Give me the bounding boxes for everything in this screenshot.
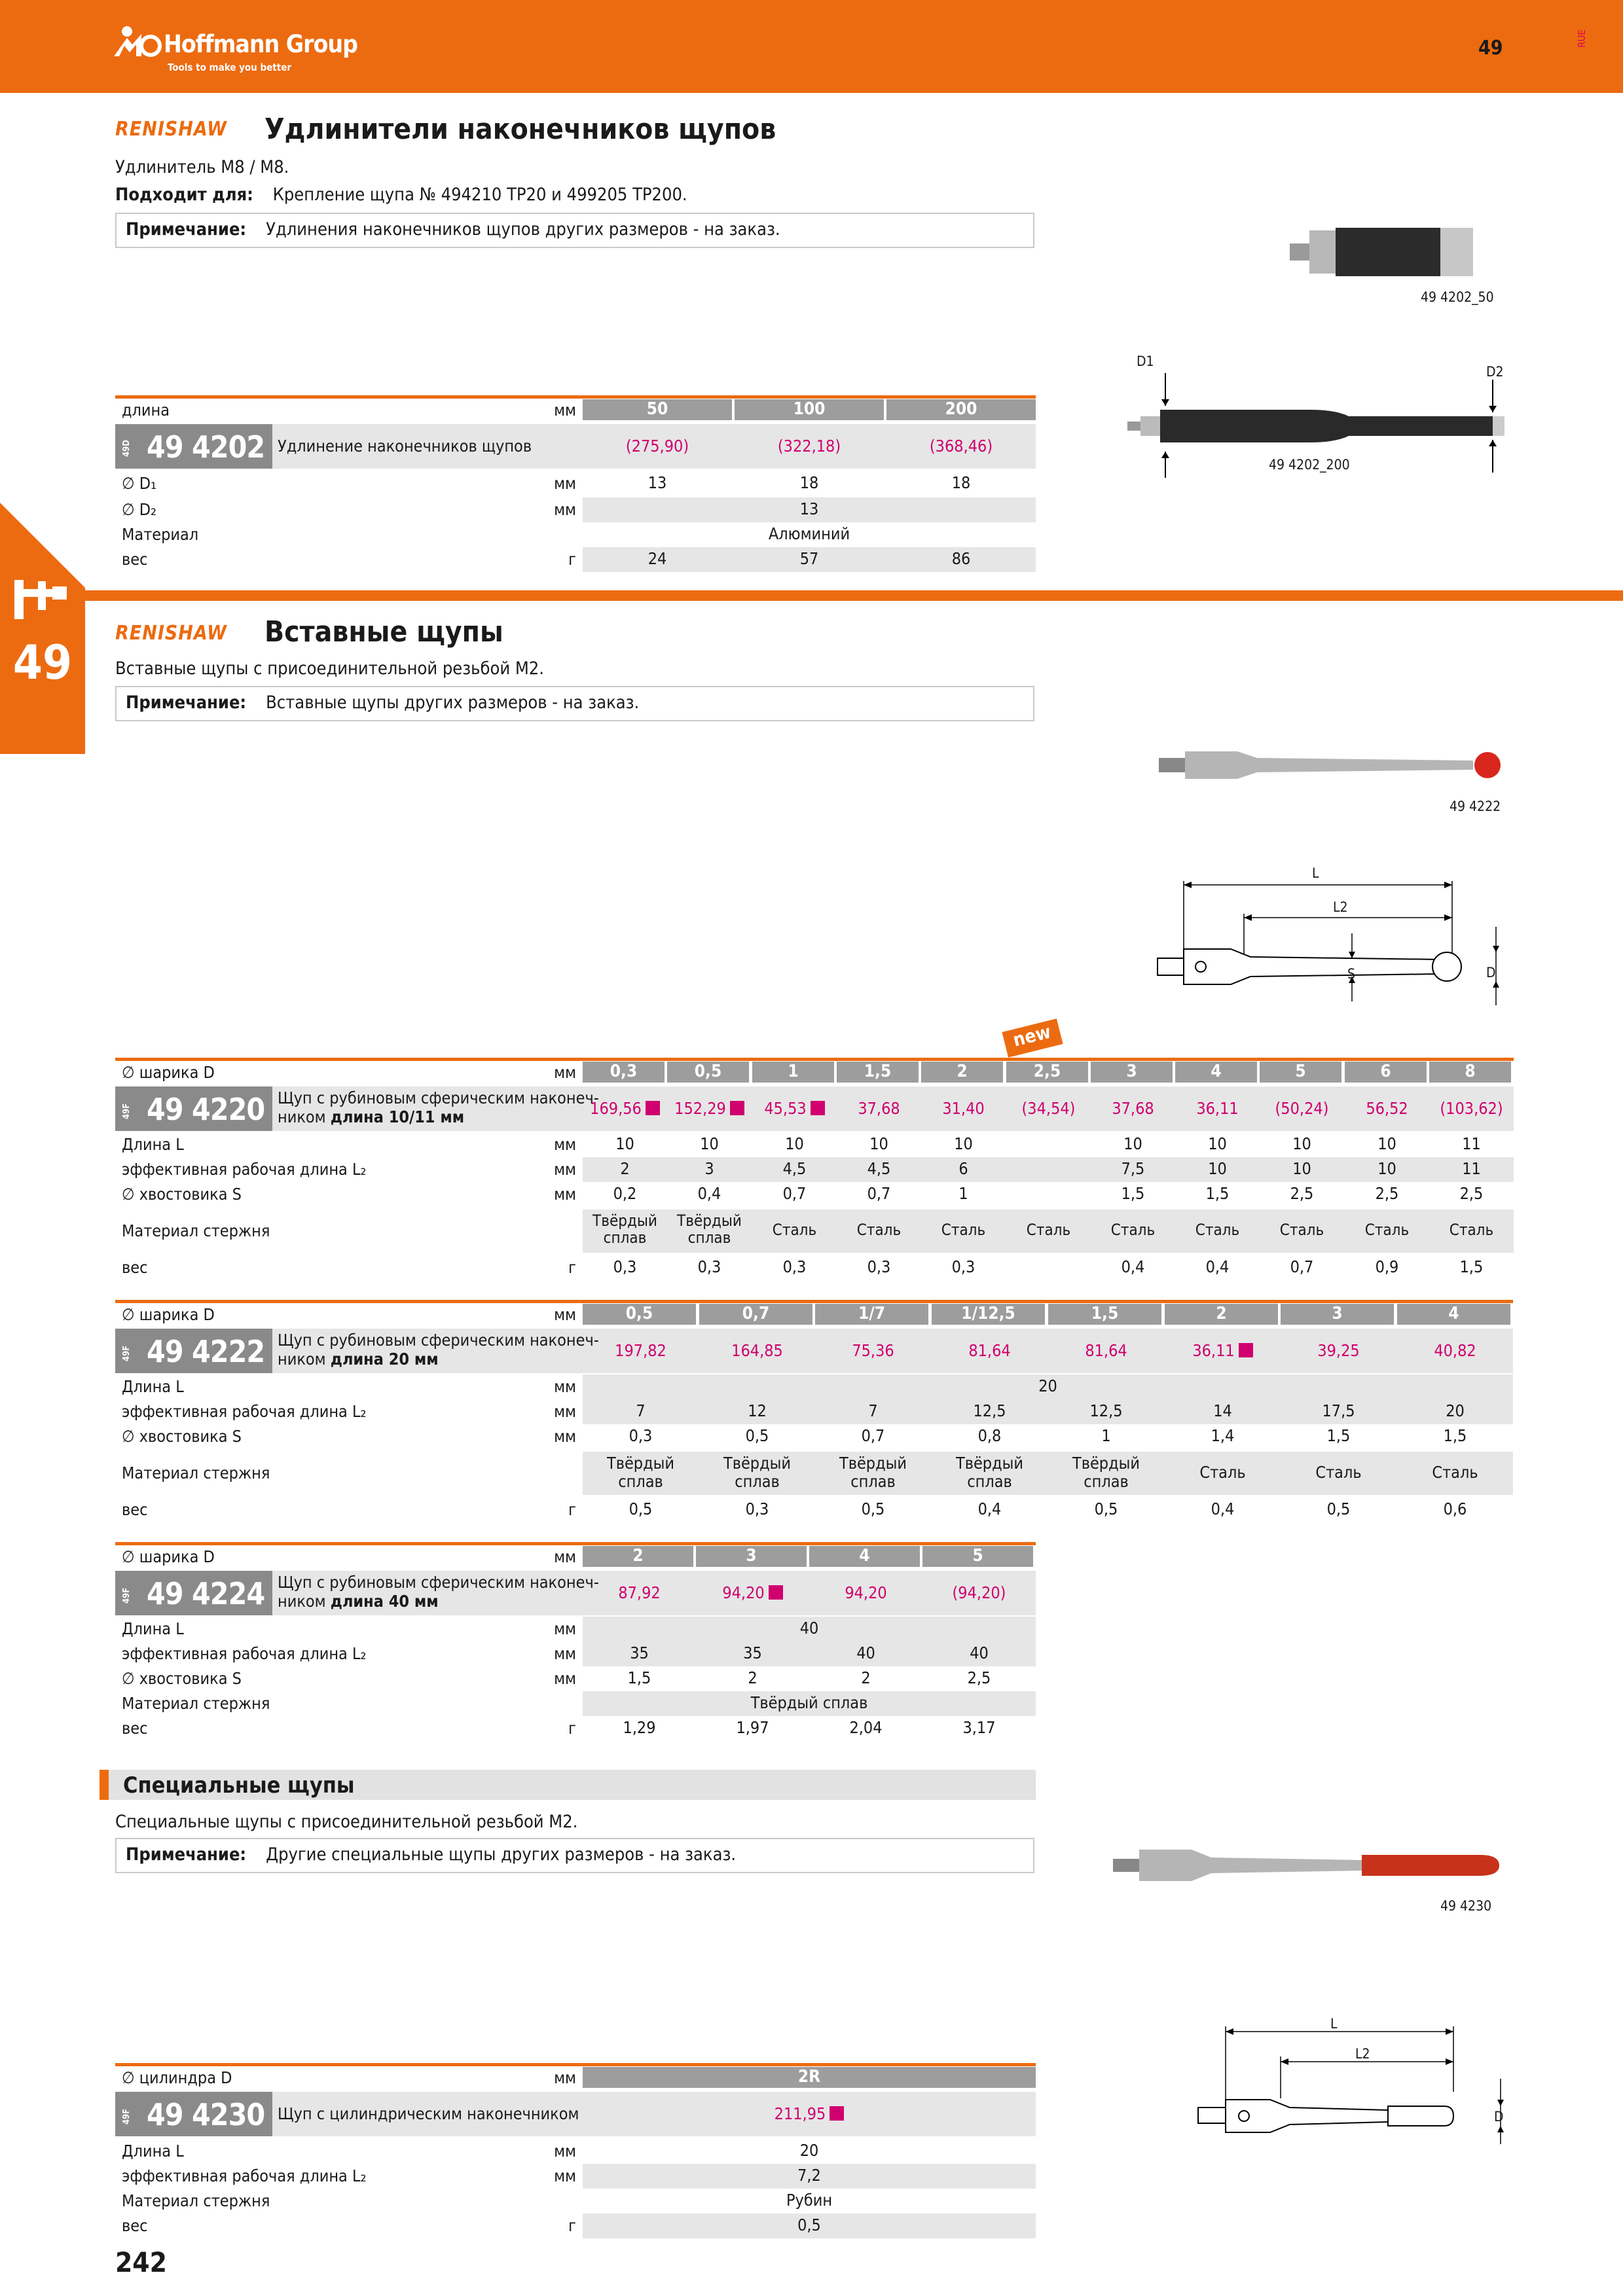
row-label: Материал стержня xyxy=(122,1463,270,1482)
cell: 0,7 xyxy=(782,1184,807,1203)
cell: 0,4 xyxy=(1205,1257,1230,1276)
cell: 14 xyxy=(1213,1401,1232,1420)
cell: 1,29 xyxy=(623,1718,656,1737)
cell: 0,5 xyxy=(629,1499,653,1518)
cell: Твёрдый сплав xyxy=(955,1454,1024,1491)
hoffmann-logo-icon xyxy=(113,25,162,58)
image-caption: 49 4222 xyxy=(1450,798,1501,814)
cell: 2 xyxy=(748,1668,757,1687)
row-unit: мм xyxy=(554,1402,576,1421)
cell: Твёрдый сплав xyxy=(723,1454,792,1491)
cell: 2,04 xyxy=(849,1718,883,1737)
chapter-number: 49 xyxy=(12,635,73,690)
page-number: 242 xyxy=(115,2246,167,2278)
cell: 20 xyxy=(799,2141,819,2160)
price: (322,18) xyxy=(777,437,841,456)
price: 39,25 xyxy=(1317,1341,1360,1360)
cell: 1,4 xyxy=(1211,1426,1235,1445)
table-top-rule xyxy=(115,2063,1036,2066)
row-unit: мм xyxy=(554,1669,576,1688)
article-number: 49 4222 xyxy=(147,1334,265,1369)
cell: 0,6 xyxy=(1443,1499,1467,1518)
cell: 1 xyxy=(1101,1426,1111,1445)
row-label: вес xyxy=(122,550,148,569)
col-header: 3 xyxy=(1281,1304,1394,1325)
table-top-rule xyxy=(115,395,1036,399)
cell: Сталь xyxy=(1110,1221,1156,1239)
cell: Алюминий xyxy=(768,524,850,543)
row-unit: мм xyxy=(554,1135,576,1154)
row-label: ∅ шарика D xyxy=(122,1547,215,1566)
price: 31,40 xyxy=(942,1099,985,1118)
cell: 0,4 xyxy=(697,1184,721,1203)
cell: 10 xyxy=(1123,1134,1142,1153)
col-header: 1,5 xyxy=(837,1062,919,1083)
dimension-d2: D2 xyxy=(1486,364,1504,380)
cell: 2,5 xyxy=(1459,1184,1484,1203)
cell: Твёрдый сплав xyxy=(839,1454,907,1491)
row-label: ∅ хвостовика S xyxy=(122,1185,242,1204)
cell: 0,4 xyxy=(977,1499,1002,1518)
cell: 57 xyxy=(799,549,819,568)
row-unit: г xyxy=(568,1258,576,1277)
col-header: 1/7 xyxy=(815,1304,928,1325)
dimension-d: D xyxy=(1494,2109,1504,2125)
price: (103,62) xyxy=(1440,1099,1503,1118)
hoffmann-logo xyxy=(113,25,388,77)
cell: Сталь xyxy=(1315,1463,1362,1482)
section-subtitle: Вставные щупы с присоединительной резьбой M2. xyxy=(115,658,544,679)
col-header: 3 xyxy=(696,1546,807,1567)
note-box xyxy=(115,1838,1034,1873)
row-label: ∅ цилиндра D xyxy=(122,2068,232,2087)
section-title: Вставные щупы xyxy=(264,615,503,649)
cell: 13 xyxy=(647,473,667,492)
price: (50,24) xyxy=(1275,1099,1329,1118)
dimension-d1: D1 xyxy=(1137,353,1154,369)
row-label: эффективная рабочая длина L₂ xyxy=(122,1644,367,1663)
cell: 7 xyxy=(636,1401,646,1420)
product-name-line: ником xyxy=(278,1107,331,1126)
product-name-line: ником xyxy=(278,1349,331,1369)
cell: 13 xyxy=(799,499,819,518)
cell: Рубин xyxy=(786,2191,833,2210)
cell: 0,5 xyxy=(1094,1499,1118,1518)
price: 87,92 xyxy=(618,1583,661,1602)
cell: 1,97 xyxy=(736,1718,769,1737)
cell: Твёрдый сплав xyxy=(1072,1454,1140,1491)
row-label: ∅ хвостовика S xyxy=(122,1427,242,1446)
col-header: 8 xyxy=(1429,1062,1511,1083)
col-header: 6 xyxy=(1345,1062,1427,1083)
cell: 0,3 xyxy=(697,1257,721,1276)
cell: 0,5 xyxy=(745,1426,769,1445)
brand-tagline: Tools to make you better xyxy=(168,62,292,73)
col-header: 1 xyxy=(752,1062,834,1083)
row-unit: мм xyxy=(554,1619,576,1638)
cell: 3,17 xyxy=(962,1718,996,1737)
cell: 10 xyxy=(615,1134,634,1153)
image-caption: 49 4202_50 xyxy=(1421,289,1494,305)
note-box xyxy=(115,686,1034,721)
dimension-d: D xyxy=(1486,965,1496,980)
cell: 0,3 xyxy=(782,1257,807,1276)
product-length: длина 40 мм xyxy=(330,1591,439,1611)
cell: 10 xyxy=(1208,1134,1227,1153)
cell: 0,9 xyxy=(1375,1257,1399,1276)
row-label: ∅ шарика D xyxy=(122,1063,215,1082)
cell: 0,4 xyxy=(1211,1499,1235,1518)
product-name: Щуп с цилиндрическим наконечником xyxy=(278,2104,579,2123)
product-length: длина 20 мм xyxy=(330,1349,439,1369)
row-unit: мм xyxy=(554,1547,576,1566)
cell: 1 xyxy=(958,1184,968,1203)
price: 211,95 xyxy=(583,2105,1036,2123)
cell: 10 xyxy=(1292,1159,1311,1178)
article-code: 49F xyxy=(122,2108,132,2125)
article-code: 49F xyxy=(122,1345,132,1361)
cell: Сталь xyxy=(941,1221,986,1239)
cell: 0,7 xyxy=(1290,1257,1314,1276)
cell: 24 xyxy=(647,549,667,568)
col-header: 1,5 xyxy=(1048,1304,1161,1325)
cell: 0,2 xyxy=(613,1184,637,1203)
row-label: эффективная рабочая длина L₂ xyxy=(122,2166,367,2185)
row-label: эффективная рабочая длина L₂ xyxy=(122,1402,367,1421)
cell: 10 xyxy=(700,1134,719,1153)
cell: 0,3 xyxy=(745,1499,769,1518)
row-unit: г xyxy=(568,2216,576,2235)
price: 75,36 xyxy=(852,1341,894,1360)
cell: 0,5 xyxy=(1326,1499,1351,1518)
cell: 3 xyxy=(704,1159,714,1178)
row-unit: г xyxy=(568,1500,576,1519)
article-badge xyxy=(115,1086,272,1131)
row-unit: мм xyxy=(554,500,576,519)
chapter-side-tab xyxy=(0,503,85,754)
language-code: RUE xyxy=(1575,29,1588,48)
col-header: 50 xyxy=(583,399,732,420)
section-subtitle: Специальные щупы с присоединительной резьбой M2. xyxy=(115,1812,578,1832)
row-label: эффективная рабочая длина L₂ xyxy=(122,1160,367,1179)
note-text: Вставные щупы других размеров - на заказ. xyxy=(266,692,640,713)
cell: 1,5 xyxy=(1459,1257,1484,1276)
article-number: 49 4224 xyxy=(147,1576,265,1611)
row-label: вес xyxy=(122,1500,148,1519)
cell: 2 xyxy=(620,1159,630,1178)
cell: 10 xyxy=(1377,1134,1396,1153)
cell: 0,8 xyxy=(977,1426,1002,1445)
row-label: вес xyxy=(122,1258,148,1277)
dimension-l2: L2 xyxy=(1333,899,1348,915)
product-name-line: Щуп с рубиновым сферическим наконеч- xyxy=(278,1573,599,1592)
cell: 7 xyxy=(868,1401,878,1420)
article-number: 49 4230 xyxy=(147,2097,265,2132)
col-header: 0,7 xyxy=(699,1304,812,1325)
cell: 1,5 xyxy=(1205,1184,1230,1203)
cell: 2,5 xyxy=(1375,1184,1399,1203)
cell: 10 xyxy=(869,1134,888,1153)
cell: 10 xyxy=(1292,1134,1311,1153)
cell: 0,5 xyxy=(861,1499,885,1518)
cylinder-stylus-drawing xyxy=(1178,2020,1519,2144)
price: 164,85 xyxy=(731,1341,783,1360)
article-number: 49 4202 xyxy=(147,429,265,465)
col-header: 100 xyxy=(735,399,884,420)
price: 94,20 xyxy=(696,1584,809,1602)
cell: 1,5 xyxy=(1443,1426,1467,1445)
row-label: Длина L xyxy=(122,2142,184,2161)
row-label: Длина L xyxy=(122,1135,184,1154)
cell: 20 xyxy=(1446,1401,1465,1420)
col-header: 3 xyxy=(1091,1062,1173,1083)
cell: 0,3 xyxy=(951,1257,976,1276)
row-label: Длина L xyxy=(122,1619,184,1638)
cylinder-stylus-photo xyxy=(1113,1839,1519,1892)
row-unit: мм xyxy=(554,1305,576,1324)
col-header: 5 xyxy=(1260,1062,1341,1083)
chapter-label: 49 xyxy=(1478,37,1503,60)
product-name xyxy=(278,1089,599,1127)
fits-text: Крепление щупа № 494210 TP20 и 499205 TP200. xyxy=(272,185,687,205)
section-title: Удлинители наконечников щупов xyxy=(264,113,776,146)
cell: Твёрдый сплав xyxy=(677,1211,742,1247)
row-unit: мм xyxy=(554,1644,576,1663)
price: 81,64 xyxy=(1085,1341,1127,1360)
product-name xyxy=(278,1573,599,1611)
price: (275,90) xyxy=(625,437,689,456)
row-label: Материал стержня xyxy=(122,1694,270,1713)
cell: 4,5 xyxy=(867,1159,891,1178)
cell: Сталь xyxy=(1432,1463,1478,1482)
row-label: вес xyxy=(122,1719,148,1738)
cell: 0,3 xyxy=(613,1257,637,1276)
col-header: 4 xyxy=(1397,1304,1510,1325)
cell: 35 xyxy=(743,1643,762,1662)
row-label: Длина L xyxy=(122,1377,184,1396)
row-unit: мм xyxy=(554,1377,576,1396)
cell: Сталь xyxy=(1449,1221,1494,1239)
col-header: 2,5 xyxy=(1006,1062,1088,1083)
section-bar-accent xyxy=(100,1770,109,1800)
price: 152,29 xyxy=(667,1100,752,1118)
cell: 1,5 xyxy=(627,1668,651,1687)
table-top-rule xyxy=(115,1300,1513,1303)
product-name-line: ником xyxy=(278,1591,331,1611)
fits-label: Подходит для: xyxy=(115,185,253,205)
article-badge xyxy=(115,1329,272,1373)
row-label: ∅ хвостовика S xyxy=(122,1669,242,1688)
price: 169,56 xyxy=(583,1100,667,1118)
cell: 2 xyxy=(861,1668,871,1687)
product-name-line: Щуп с рубиновым сферическим наконеч- xyxy=(278,1331,599,1350)
col-header: 0,5 xyxy=(583,1304,696,1325)
cell: 0,5 xyxy=(797,2215,821,2234)
cell: 10 xyxy=(954,1134,973,1153)
dimension-s: S xyxy=(1347,966,1355,982)
cell: Сталь xyxy=(1195,1221,1240,1239)
cell: 17,5 xyxy=(1322,1401,1355,1420)
cell: 12,5 xyxy=(1089,1401,1123,1420)
new-badge: new xyxy=(1002,1018,1063,1058)
table-top-rule xyxy=(115,1058,1514,1061)
image-caption: 49 4202_200 xyxy=(1269,457,1350,473)
row-label: Материал стержня xyxy=(122,1221,270,1240)
price: 37,68 xyxy=(858,1099,900,1118)
row-unit: мм xyxy=(554,1063,576,1082)
article-badge xyxy=(115,2092,272,2136)
cell: Сталь xyxy=(856,1221,902,1239)
cell: 0,4 xyxy=(1121,1257,1145,1276)
col-header: 2 xyxy=(921,1062,1003,1083)
price: (368,46) xyxy=(929,437,993,456)
row-unit: мм xyxy=(554,2166,576,2185)
product-length: длина 10/11 мм xyxy=(330,1107,465,1126)
cell: 0,7 xyxy=(861,1426,885,1445)
cell: Твёрдый сплав xyxy=(750,1693,868,1712)
col-header: 2 xyxy=(1165,1304,1278,1325)
col-header: 1/12,5 xyxy=(932,1304,1045,1325)
dimension-l: L xyxy=(1330,2016,1338,2032)
cell: 1,5 xyxy=(1121,1184,1145,1203)
cell: 2,5 xyxy=(1290,1184,1314,1203)
article-code: 49F xyxy=(122,1587,132,1604)
cell: 10 xyxy=(785,1134,804,1153)
cell: 20 xyxy=(1038,1376,1057,1395)
image-caption: 49 4230 xyxy=(1440,1898,1492,1914)
cell: 11 xyxy=(1462,1159,1481,1178)
col-header: 4 xyxy=(1175,1062,1257,1083)
price: 81,64 xyxy=(968,1341,1011,1360)
note-label: Примечание: xyxy=(126,1844,247,1865)
table-top-rule xyxy=(115,1542,1036,1545)
section-subtitle: Удлинитель M8 / M8. xyxy=(115,157,289,177)
dimension-l: L xyxy=(1312,865,1319,881)
col-header: 4 xyxy=(809,1546,920,1567)
product-name xyxy=(278,1331,599,1369)
note-label: Примечание: xyxy=(126,692,247,713)
row-label: ∅ шарика D xyxy=(122,1305,215,1324)
cell: Сталь xyxy=(772,1221,817,1239)
row-label: длина xyxy=(122,401,170,420)
renishaw-logo: RENISHAW xyxy=(115,118,227,141)
cell: 0,7 xyxy=(867,1184,891,1203)
cell: 0,3 xyxy=(629,1426,653,1445)
note-text: Другие специальные щупы других размеров - на заказ. xyxy=(266,1844,737,1865)
row-unit: мм xyxy=(554,1427,576,1446)
price: (94,20) xyxy=(952,1583,1006,1602)
col-header: 2R xyxy=(583,2067,1036,2088)
note-label: Примечание: xyxy=(126,219,247,240)
cell: Сталь xyxy=(1199,1463,1246,1482)
cell: 40 xyxy=(799,1619,819,1638)
article-code: 49F xyxy=(122,1103,132,1119)
cell: 7,2 xyxy=(797,2166,821,2185)
stylus-drawing xyxy=(1139,861,1532,1018)
cell: Твёрдый сплав xyxy=(593,1211,657,1247)
cell: 11 xyxy=(1462,1134,1481,1153)
price: 56,52 xyxy=(1366,1099,1408,1118)
cell: 40 xyxy=(856,1643,875,1662)
article-badge xyxy=(115,1571,272,1615)
cell: 18 xyxy=(799,473,819,492)
row-unit: мм xyxy=(554,2142,576,2161)
row-unit: г xyxy=(568,1719,576,1738)
section-divider xyxy=(85,590,1623,601)
cell: Сталь xyxy=(1026,1221,1071,1239)
cell: 1,5 xyxy=(1326,1426,1351,1445)
product-name: Удлинение наконечников щупов xyxy=(278,437,532,456)
row-unit: мм xyxy=(554,401,576,420)
cell: 6 xyxy=(958,1159,968,1178)
col-header: 2 xyxy=(583,1546,693,1567)
price: 94,20 xyxy=(845,1583,887,1602)
article-badge xyxy=(115,424,272,469)
row-unit: мм xyxy=(554,2068,576,2087)
price: 36,11 xyxy=(1165,1342,1281,1360)
cell: 12 xyxy=(748,1401,767,1420)
price: 37,68 xyxy=(1112,1099,1154,1118)
cell: Сталь xyxy=(1364,1221,1410,1239)
note-text: Удлинения наконечников щупов других размеров - на заказ. xyxy=(266,219,780,240)
row-unit: г xyxy=(568,550,576,569)
price: (34,54) xyxy=(1021,1099,1076,1118)
dimension-l2: L2 xyxy=(1355,2046,1370,2062)
article-number: 49 4220 xyxy=(147,1092,265,1127)
row-label: ∅ D₁ xyxy=(122,474,157,493)
cell: 4,5 xyxy=(782,1159,807,1178)
renishaw-logo: RENISHAW xyxy=(115,622,227,645)
row-label: Материал стержня xyxy=(122,2191,270,2210)
product-name-line: Щуп с рубиновым сферическим наконеч- xyxy=(278,1088,599,1107)
cell: 18 xyxy=(951,473,971,492)
price: 45,53 xyxy=(752,1100,837,1118)
cell: 0,3 xyxy=(867,1257,891,1276)
extension-photo-short xyxy=(1283,216,1512,288)
col-header: 0,3 xyxy=(583,1062,665,1083)
row-unit: мм xyxy=(554,1185,576,1204)
col-header: 200 xyxy=(886,399,1036,420)
brand-name: Hoffmann Group xyxy=(164,30,357,58)
row-unit: мм xyxy=(554,1160,576,1179)
price: 197,82 xyxy=(615,1341,666,1360)
cell: 40 xyxy=(970,1643,989,1662)
price: 36,11 xyxy=(1196,1099,1239,1118)
cell: 2,5 xyxy=(967,1668,991,1687)
cell: 10 xyxy=(1208,1159,1227,1178)
row-label: Материал xyxy=(122,525,199,544)
note-box xyxy=(115,213,1034,248)
cell: 7,5 xyxy=(1121,1159,1145,1178)
article-code: 49D xyxy=(122,440,132,457)
cell: Сталь xyxy=(1279,1221,1324,1239)
cell: 86 xyxy=(951,549,971,568)
cell: 12,5 xyxy=(973,1401,1006,1420)
cell: Твёрдый сплав xyxy=(606,1454,675,1491)
stylus-photo xyxy=(1159,740,1512,792)
row-label: вес xyxy=(122,2216,148,2235)
cell: 35 xyxy=(630,1643,649,1662)
col-header: 0,5 xyxy=(667,1062,749,1083)
row-label: ∅ D₂ xyxy=(122,500,157,519)
col-header: 5 xyxy=(922,1546,1033,1567)
row-unit: мм xyxy=(554,474,576,493)
section-title: Специальные щупы xyxy=(123,1772,355,1799)
cell: 10 xyxy=(1377,1159,1396,1178)
price: 40,82 xyxy=(1434,1341,1476,1360)
